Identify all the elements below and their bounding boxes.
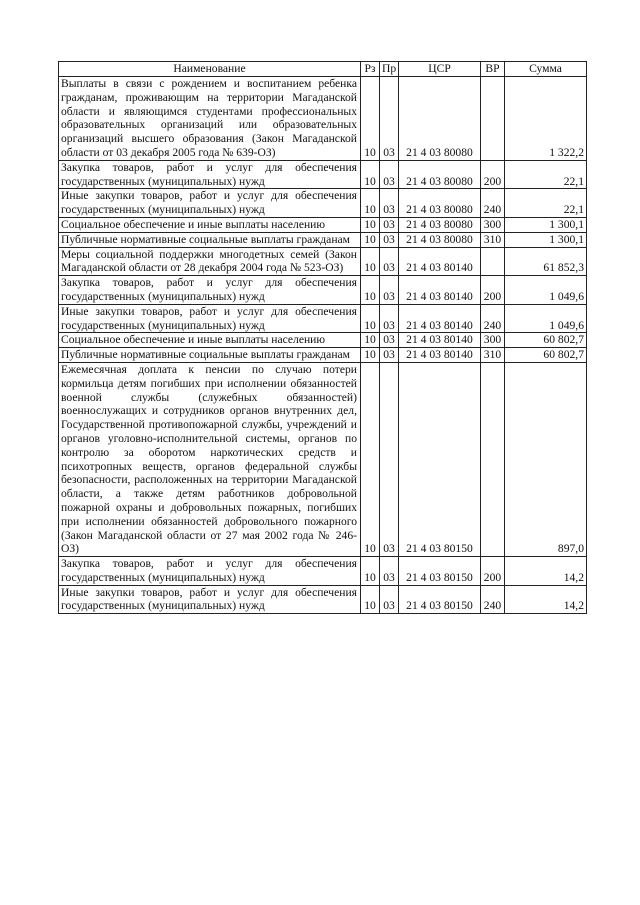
row-name: Закупка товаров, работ и услуг для обеспечения государственных (муниципальных) нужд [59,160,361,189]
row-rz: 10 [361,189,380,218]
table-row [59,232,587,247]
row-csr: 21 4 03 80080 [399,217,481,232]
row-vr [481,362,505,556]
table-row [59,557,587,586]
row-pr: 03 [380,160,399,189]
row-csr: 21 4 03 80140 [399,247,481,276]
row-csr: 21 4 03 80080 [399,77,481,161]
row-sum: 1 322,2 [505,77,587,161]
row-name: Публичные нормативные социальные выплаты гражданам [59,348,361,363]
row-name: Иные закупки товаров, работ и услуг для обеспечения государственных (муниципальных) нужд [59,585,361,614]
row-pr: 03 [380,333,399,348]
row-pr: 03 [380,348,399,363]
table-row [59,362,587,556]
table-row [59,160,587,189]
row-rz: 10 [361,362,380,556]
table-row [59,585,587,614]
row-rz: 10 [361,160,380,189]
row-pr: 03 [380,217,399,232]
row-pr: 03 [380,77,399,161]
row-rz: 10 [361,77,380,161]
table-row [59,333,587,348]
row-vr [481,247,505,276]
row-rz: 10 [361,247,380,276]
row-name: Ежемесячная доплата к пенсии по случаю потери кормильца детям погибших при исполнении обязанностей военной службы (служебных обязанностей) военнослужащих и сотрудников органов внутренних дел, Государственной противопожарной службы, учреждений и органов уголовно-исполнительной системы, органов по контролю за оборотом наркотических средств и психотропных веществ, органов федеральной службы безопасности, расположенных на территории Магаданской области, а также детям работников добровольной пожарной охраны и добровольных пожарных, погибших при исполнении обязанностей добровольного пожарного (Закон Магаданской области от 27 мая 2002 года № 246-ОЗ) [59,362,361,556]
row-vr: 310 [481,232,505,247]
header-name: Наименование [59,62,361,77]
row-vr: 240 [481,189,505,218]
row-csr: 21 4 03 80080 [399,160,481,189]
row-name: Публичные нормативные социальные выплаты гражданам [59,232,361,247]
row-sum: 22,1 [505,189,587,218]
row-name: Социальное обеспечение и иные выплаты населению [59,333,361,348]
row-rz: 10 [361,557,380,586]
row-pr: 03 [380,247,399,276]
row-name: Меры социальной поддержки многодетных семей (Закон Магаданской области от 28 декабря 2004 года № 523-ОЗ) [59,247,361,276]
row-csr: 21 4 03 80140 [399,348,481,363]
row-sum: 897,0 [505,362,587,556]
row-rz: 10 [361,304,380,333]
row-name: Социальное обеспечение и иные выплаты населению [59,217,361,232]
row-sum: 1 300,1 [505,232,587,247]
row-csr: 21 4 03 80080 [399,232,481,247]
row-sum: 60 802,7 [505,348,587,363]
row-vr: 300 [481,217,505,232]
row-csr: 21 4 03 80150 [399,362,481,556]
table-row [59,217,587,232]
row-pr: 03 [380,362,399,556]
table-header-row [59,62,587,77]
row-pr: 03 [380,304,399,333]
row-sum: 22,1 [505,160,587,189]
table-row [59,189,587,218]
row-name: Иные закупки товаров, работ и услуг для обеспечения государственных (муниципальных) нужд [59,304,361,333]
table-row [59,348,587,363]
budget-table [58,61,587,614]
row-vr: 300 [481,333,505,348]
row-csr: 21 4 03 80140 [399,276,481,305]
row-name: Иные закупки товаров, работ и услуг для обеспечения государственных (муниципальных) нужд [59,189,361,218]
row-csr: 21 4 03 80150 [399,557,481,586]
row-name: Закупка товаров, работ и услуг для обеспечения государственных (муниципальных) нужд [59,557,361,586]
row-sum: 14,2 [505,557,587,586]
row-rz: 10 [361,232,380,247]
row-sum: 1 300,1 [505,217,587,232]
header-sum: Сумма [505,62,587,77]
row-vr: 200 [481,276,505,305]
header-pr: Пр [380,62,399,77]
row-vr: 310 [481,348,505,363]
row-rz: 10 [361,333,380,348]
table-body [59,77,587,614]
row-pr: 03 [380,557,399,586]
row-vr: 200 [481,160,505,189]
table-row [59,77,587,161]
row-vr: 240 [481,585,505,614]
row-csr: 21 4 03 80080 [399,189,481,218]
table-row [59,276,587,305]
row-csr: 21 4 03 80150 [399,585,481,614]
row-rz: 10 [361,585,380,614]
row-csr: 21 4 03 80140 [399,333,481,348]
row-pr: 03 [380,189,399,218]
table-row [59,304,587,333]
row-vr [481,77,505,161]
row-pr: 03 [380,276,399,305]
row-vr: 200 [481,557,505,586]
header-csr: ЦСР [399,62,481,77]
header-rz: Рз [361,62,380,77]
row-name: Выплаты в связи с рождением и воспитанием ребенка гражданам, проживающим на территории Магаданской области и являющимся студентами профессиональных образовательных организаций или образовательных организаций высшего образования (Закон Магаданской области от 03 декабря 2005 года № 639-ОЗ) [59,77,361,161]
row-rz: 10 [361,217,380,232]
row-name: Закупка товаров, работ и услуг для обеспечения государственных (муниципальных) нужд [59,276,361,305]
table-row [59,247,587,276]
row-rz: 10 [361,348,380,363]
row-sum: 1 049,6 [505,304,587,333]
row-sum: 61 852,3 [505,247,587,276]
row-sum: 60 802,7 [505,333,587,348]
row-pr: 03 [380,232,399,247]
row-vr: 240 [481,304,505,333]
row-csr: 21 4 03 80140 [399,304,481,333]
row-sum: 1 049,6 [505,276,587,305]
header-vr: ВР [481,62,505,77]
row-rz: 10 [361,276,380,305]
row-sum: 14,2 [505,585,587,614]
row-pr: 03 [380,585,399,614]
